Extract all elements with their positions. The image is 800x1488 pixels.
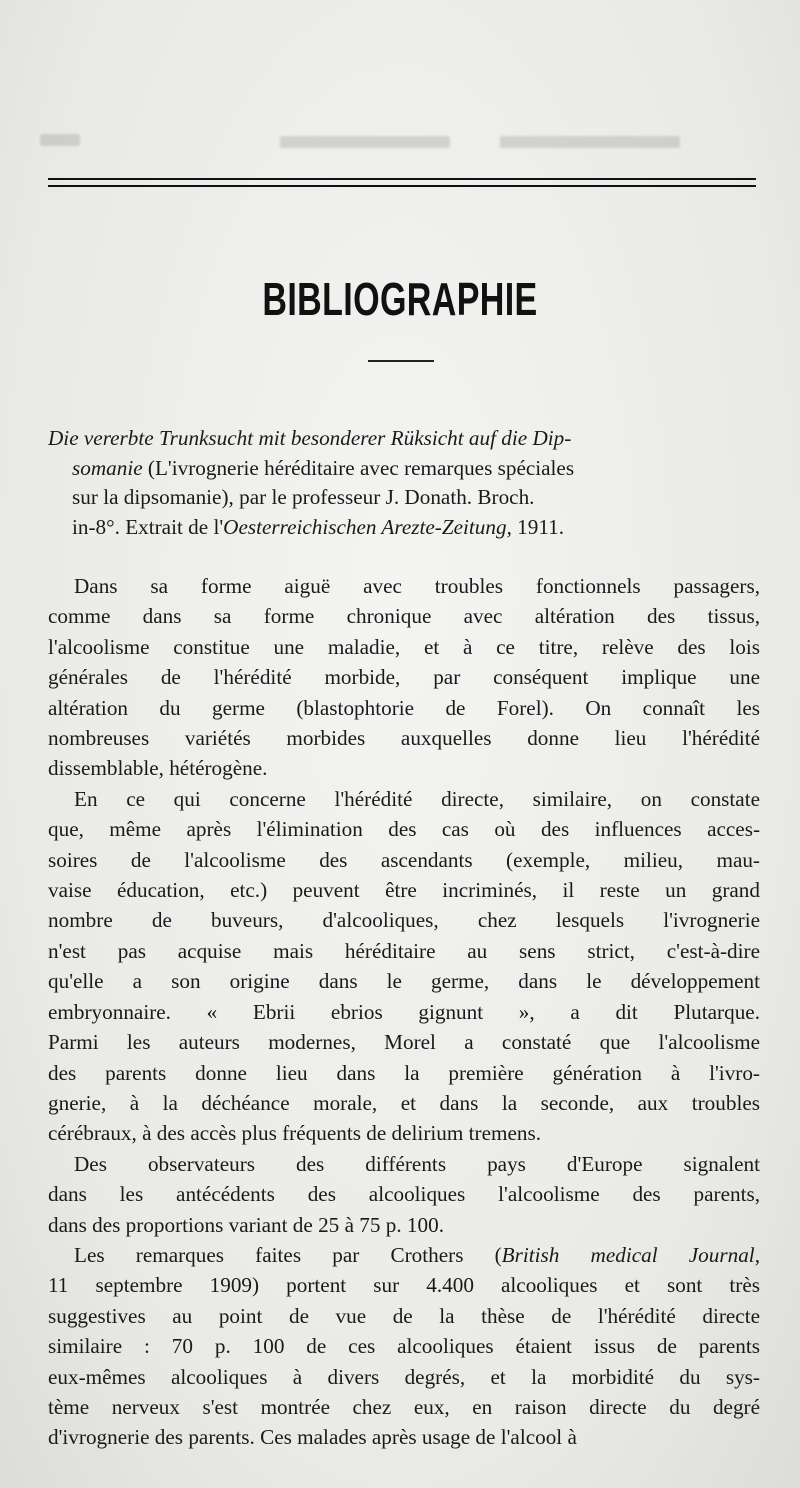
reference-line: [48, 424, 760, 454]
text-line: nombreuses variétés morbides auxquelles donne lieu l'hérédité: [48, 726, 760, 751]
text-line: n'est pas acquise mais héréditaire au sens strict, c'est-à-dire: [48, 938, 760, 963]
reference-line: in-8°. Extrait de l'Oesterreichischen Arezte-Zeitung, 1911.: [72, 514, 565, 539]
text-line: dissemblable, hétérogène.: [48, 756, 268, 781]
text-line: des parents donne lieu dans la première génération à l'ivro-: [48, 1060, 760, 1085]
text-line: soires de l'alcoolisme des ascendants (exemple, milieu, mau-: [48, 847, 760, 872]
text-line: vaise éducation, etc.) peuvent être incriminés, il reste un grand: [48, 878, 760, 903]
text-line: Les remarques faites par Crothers (British medical Journal,: [74, 1242, 760, 1267]
paragraph: [48, 1149, 760, 1240]
text-line: comme dans sa forme chronique avec altération des tissus,: [48, 604, 760, 629]
paragraph: [48, 571, 760, 784]
journal-title-italic: Oesterreichischen Arezte-Zeitung: [223, 514, 507, 539]
text-line: qu'elle a son origine dans le germe, dans le développement: [48, 969, 760, 994]
paragraph: [48, 784, 760, 1149]
text-line: Des observateurs des différents pays d'Europe signalent: [74, 1151, 760, 1176]
paragraph: [48, 1240, 760, 1453]
reference-line: somanie (L'ivrognerie héréditaire avec remarques spéciales: [72, 455, 575, 480]
text-line: En ce qui concerne l'hérédité directe, similaire, on constate: [74, 786, 760, 811]
text-line: Dans sa forme aiguë avec troubles fonctionnels passagers,: [74, 574, 760, 598]
bibliographic-reference: [48, 424, 760, 542]
text-line: eux-mêmes alcooliques à divers degrés, et la morbidité du sys-: [48, 1364, 760, 1389]
bleed-through-header: [40, 126, 760, 156]
text-line: d'ivrognerie des parents. Ces malades après usage de l'alcool à: [48, 1425, 577, 1450]
text-line: tème nerveux s'est montrée chez eux, en raison directe du degré: [48, 1394, 760, 1419]
text-line: nombre de buveurs, d'alcooliques, chez lesquels l'ivrognerie: [48, 908, 760, 933]
text-line: embryonnaire. « Ebrii ebrios gignunt », a dit Plutarque.: [48, 999, 760, 1024]
text-line: suggestives au point de vue de la thèse de l'hérédité directe: [48, 1303, 760, 1328]
title-underline-rule: [368, 360, 434, 362]
text-line: Parmi les auteurs modernes, Morel a constaté que l'alcoolisme: [48, 1030, 760, 1055]
text-line: cérébraux, à des accès plus fréquents de delirium tremens.: [48, 1121, 541, 1146]
text-line: que, même après l'élimination des cas où des influences acces-: [48, 817, 760, 842]
text-line: gnerie, à la déchéance morale, et dans la seconde, aux troubles: [48, 1090, 760, 1115]
reference-line: sur la dipsomanie), par le professeur J. Donath. Broch.: [72, 485, 535, 509]
text-line: altération du germe (blastophtorie de Forel). On connaît les: [48, 695, 760, 720]
text-line: l'alcoolisme constitue une maladie, et à ce titre, relève des lois: [48, 634, 760, 659]
text-line: dans les antécédents des alcooliques l'alcoolisme des parents,: [48, 1182, 760, 1207]
section-title: BIBLIOGRAPHIE: [262, 273, 538, 325]
text-line: similaire : 70 p. 100 de ces alcooliques étaient issus de parents: [48, 1334, 760, 1359]
reference-title-italic: somanie: [72, 455, 143, 480]
text-line: dans des proportions variant de 25 à 75 p. 100.: [48, 1212, 445, 1237]
reference-title-italic: Die vererbte Trunksucht mit besonderer Rüksicht auf die Dip-: [48, 426, 572, 450]
text-line: 11 septembre 1909) portent sur 4.400 alcooliques et sont très: [48, 1273, 760, 1298]
header-double-rule: [48, 178, 756, 187]
article-body: [48, 571, 760, 1453]
text-line: générales de l'hérédité morbide, par conséquent implique une: [48, 665, 760, 690]
